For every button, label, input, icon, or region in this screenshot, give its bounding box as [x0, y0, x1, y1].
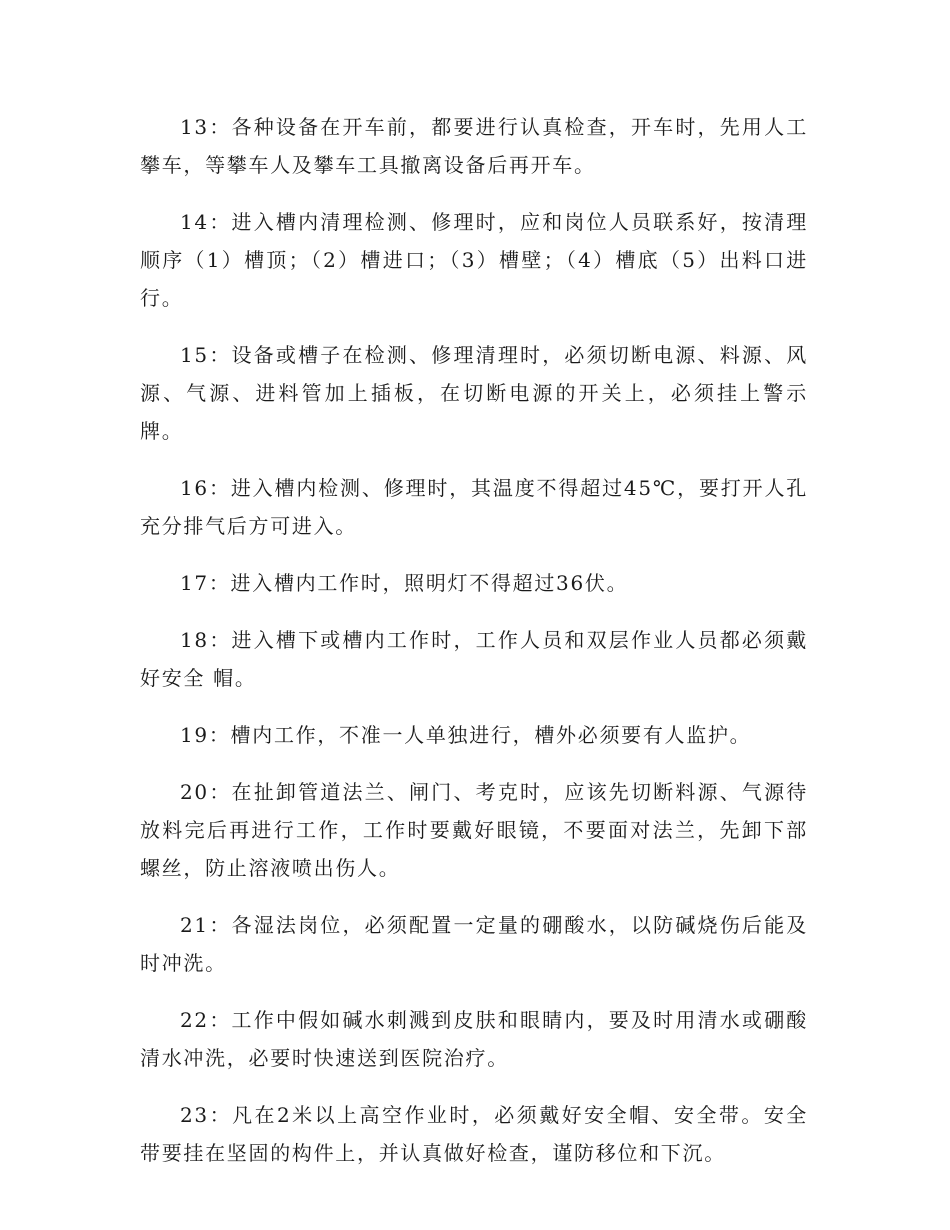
paragraph-21: 21：各湿法岗位，必须配置一定量的硼酸水，以防碱烧伤后能及时冲洗。 — [140, 913, 808, 975]
paragraph-23: 23：凡在2米以上高空作业时，必须戴好安全帽、安全带。安全带要挂在坚固的构件上，并认真做好检查，谨防移位和下沉。 — [140, 1103, 808, 1165]
paragraph-14: 14：进入槽内清理检测、修理时，应和岗位人员联系好，按清理顺序（1）槽顶；（2）槽进口；（3）槽壁；（4）槽底（5）出料口进行。 — [140, 210, 808, 310]
document-page — [140, 108, 808, 1191]
paragraph-19: 19：槽内工作，不准一人单独进行，槽外必须要有人监护。 — [180, 723, 752, 747]
paragraph-16: 16：进入槽内检测、修理时，其温度不得超过45℃，要打开人孔充分排气后方可进入。 — [140, 476, 808, 538]
paragraph-18: 18：进入槽下或槽内工作时，工作人员和双层作业人员都必须戴好安全 帽。 — [140, 628, 808, 690]
paragraph-22: 22：工作中假如碱水刺溅到皮肤和眼睛内，要及时用清水或硼酸清水冲洗，必要时快速送到医院治疗。 — [140, 1008, 808, 1070]
paragraph-15: 15：设备或槽子在检测、修理清理时，必须切断电源、料源、风源、气源、进料管加上插板，在切断电源的开关上，必须挂上警示牌。 — [140, 343, 808, 443]
paragraph-20: 20：在扯卸管道法兰、闸门、考克时，应该先切断料源、气源待放料完后再进行工作，工作时要戴好眼镜，不要面对法兰，先卸下部螺丝，防止溶液喷出伤人。 — [140, 780, 808, 880]
paragraph-13: 13：各种设备在开车前，都要进行认真检查，开车时，先用人工攀车，等攀车人及攀车工具撤离设备后再开车。 — [140, 115, 808, 177]
paragraph-17: 17：进入槽内工作时，照明灯不得超过36伏。 — [180, 571, 629, 595]
